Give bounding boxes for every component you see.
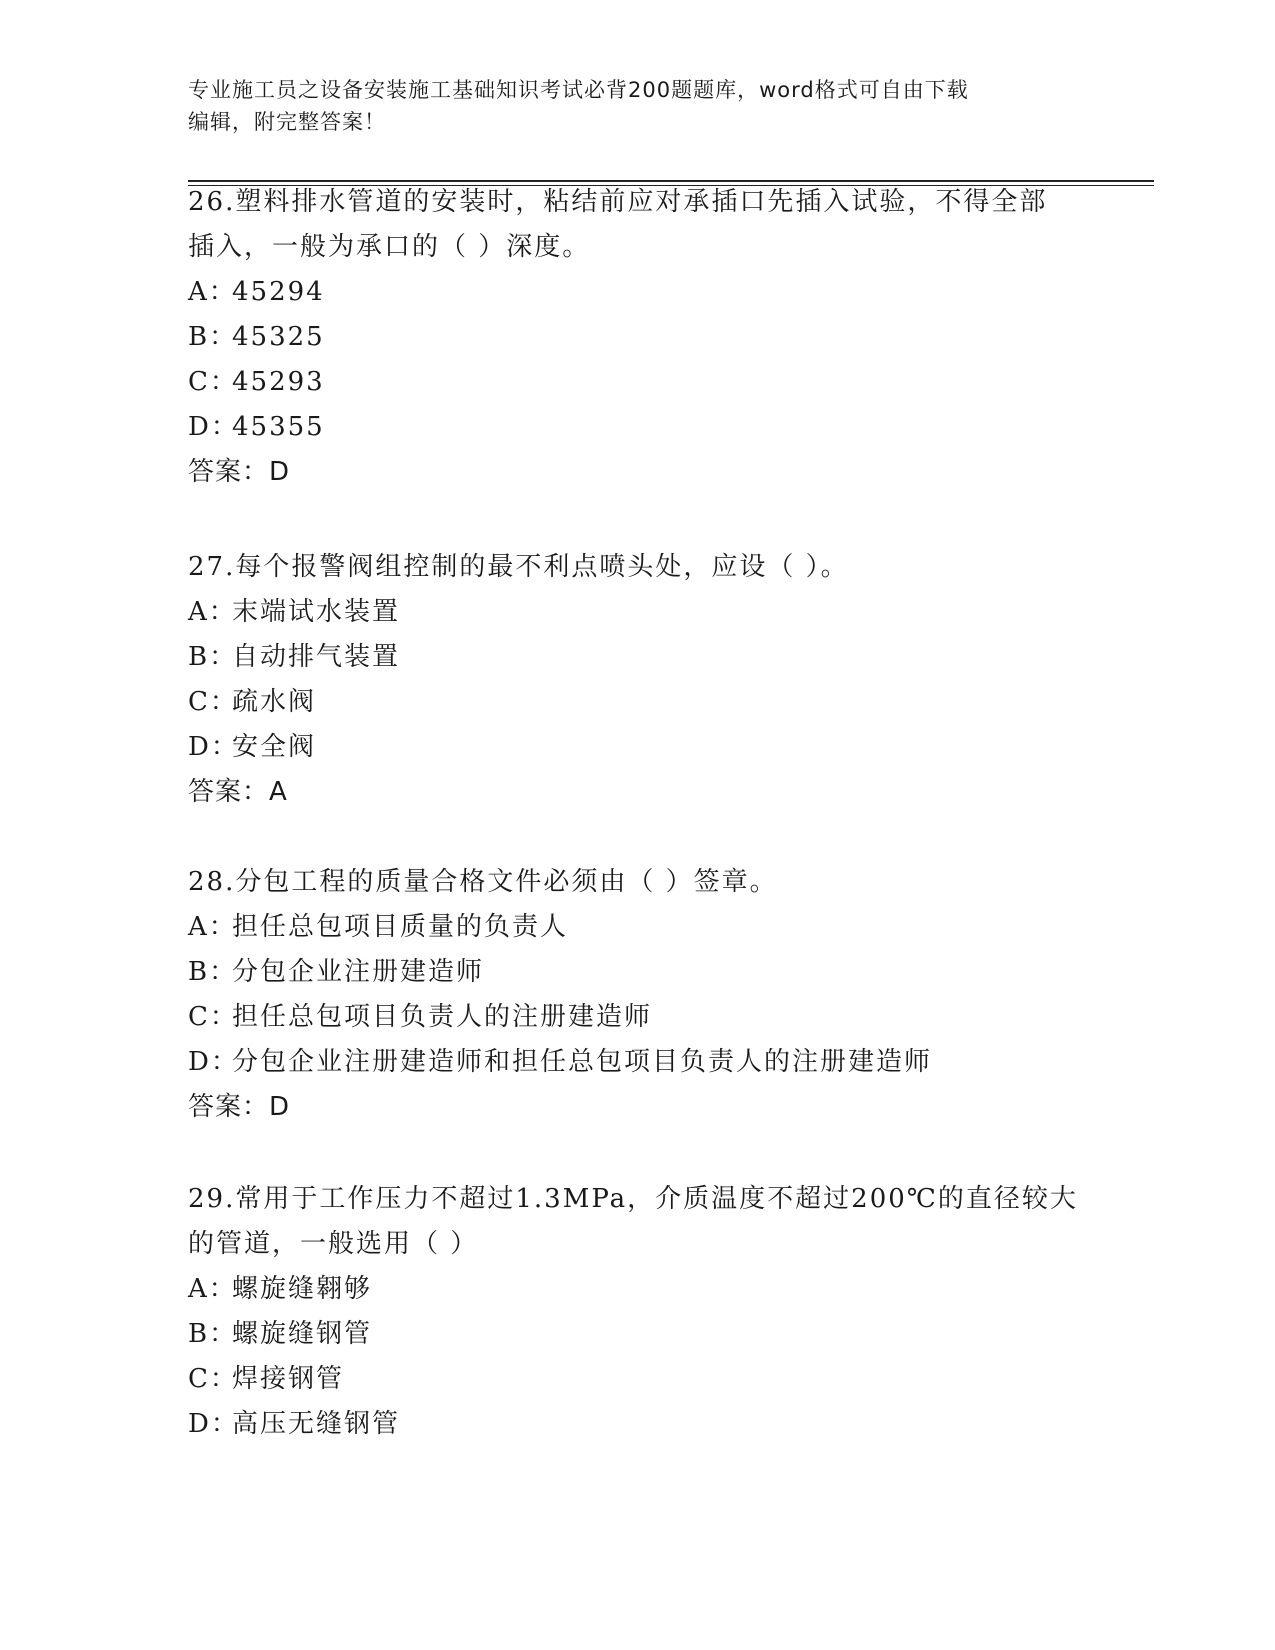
question-26 — [188, 180, 1088, 495]
option-c — [188, 360, 1088, 405]
question-stem — [188, 860, 1088, 905]
option-a — [188, 1267, 1088, 1312]
option-letter: B： — [188, 322, 238, 352]
document-header — [188, 74, 1068, 138]
option-d — [188, 405, 1088, 450]
option-letter: D： — [188, 1047, 239, 1077]
option-letter: A： — [188, 1274, 237, 1304]
option-text: 焊接钢管 — [232, 1364, 345, 1394]
option-text: 45325 — [232, 322, 325, 352]
option-letter: A： — [188, 597, 237, 627]
option-b — [188, 950, 1088, 995]
option-d — [188, 1040, 1088, 1085]
option-letter: D： — [188, 1409, 239, 1439]
option-letter: C： — [188, 367, 238, 397]
question-stem-line-1: 27.每个报警阀组控制的最不利点喷头处，应设（ ）。 — [188, 552, 849, 582]
option-d — [188, 725, 1088, 770]
question-stem-line-2: 的管道，一般选用（ ） — [188, 1229, 479, 1259]
option-text: 分包企业注册建造师 — [232, 957, 485, 987]
option-text: 高压无缝钢管 — [232, 1409, 401, 1439]
option-letter: A： — [188, 277, 237, 307]
option-text: 疏水阀 — [232, 687, 317, 717]
question-stem-line-2: 插入，一般为承口的（ ）深度。 — [188, 232, 591, 262]
option-letter: C： — [188, 1002, 238, 1032]
option-a — [188, 270, 1088, 315]
answer-label: 答案：D — [188, 1092, 291, 1122]
question-27 — [188, 545, 1088, 815]
question-stem — [188, 545, 1088, 590]
option-text: 担任总包项目负责人的注册建造师 — [232, 1002, 653, 1032]
option-b — [188, 1312, 1088, 1357]
option-c — [188, 680, 1088, 725]
option-b — [188, 635, 1088, 680]
option-letter: D： — [188, 412, 239, 442]
option-d — [188, 1402, 1088, 1447]
option-text: 安全阀 — [232, 732, 317, 762]
option-text: 45294 — [232, 277, 325, 307]
option-a — [188, 590, 1088, 635]
question-stem-line-1: 28.分包工程的质量合格文件必须由（ ）签章。 — [188, 867, 778, 897]
question-29 — [188, 1177, 1088, 1447]
option-b — [188, 315, 1088, 360]
option-text: 螺旋缝翱够 — [232, 1274, 373, 1304]
option-text: 45293 — [232, 367, 325, 397]
option-text: 担任总包项目质量的负责人 — [232, 912, 569, 942]
option-c — [188, 1357, 1088, 1402]
question-stem-line-1: 26.塑料排水管道的安装时，粘结前应对承插口先插入试验，不得全部 — [188, 187, 1048, 217]
question-stem-line-1: 29.常用于工作压力不超过1.3MPa，介质温度不超过200℃的直径较大 — [188, 1184, 1078, 1214]
question-stem — [188, 180, 1088, 270]
option-c — [188, 995, 1088, 1040]
option-text: 末端试水装置 — [232, 597, 401, 627]
option-letter: B： — [188, 642, 238, 672]
question-28 — [188, 860, 1088, 1130]
option-letter: B： — [188, 1319, 238, 1349]
header-line-2: 编辑，附完整答案！ — [188, 110, 386, 134]
option-text: 自动排气装置 — [232, 642, 401, 672]
answer-label: 答案：D — [188, 457, 291, 487]
answer-label: 答案：A — [188, 777, 288, 807]
option-letter: B： — [188, 957, 238, 987]
option-letter: C： — [188, 687, 238, 717]
option-letter: C： — [188, 1364, 238, 1394]
option-text: 45355 — [232, 412, 325, 442]
option-letter: A： — [188, 912, 237, 942]
header-line-1: 专业施工员之设备安装施工基础知识考试必背200题题库，word格式可自由下载 — [188, 78, 969, 102]
option-text: 螺旋缝钢管 — [232, 1319, 373, 1349]
option-a — [188, 905, 1088, 950]
question-stem — [188, 1177, 1088, 1267]
option-text: 分包企业注册建造师和担任总包项目负责人的注册建造师 — [232, 1047, 933, 1077]
option-letter: D： — [188, 732, 239, 762]
